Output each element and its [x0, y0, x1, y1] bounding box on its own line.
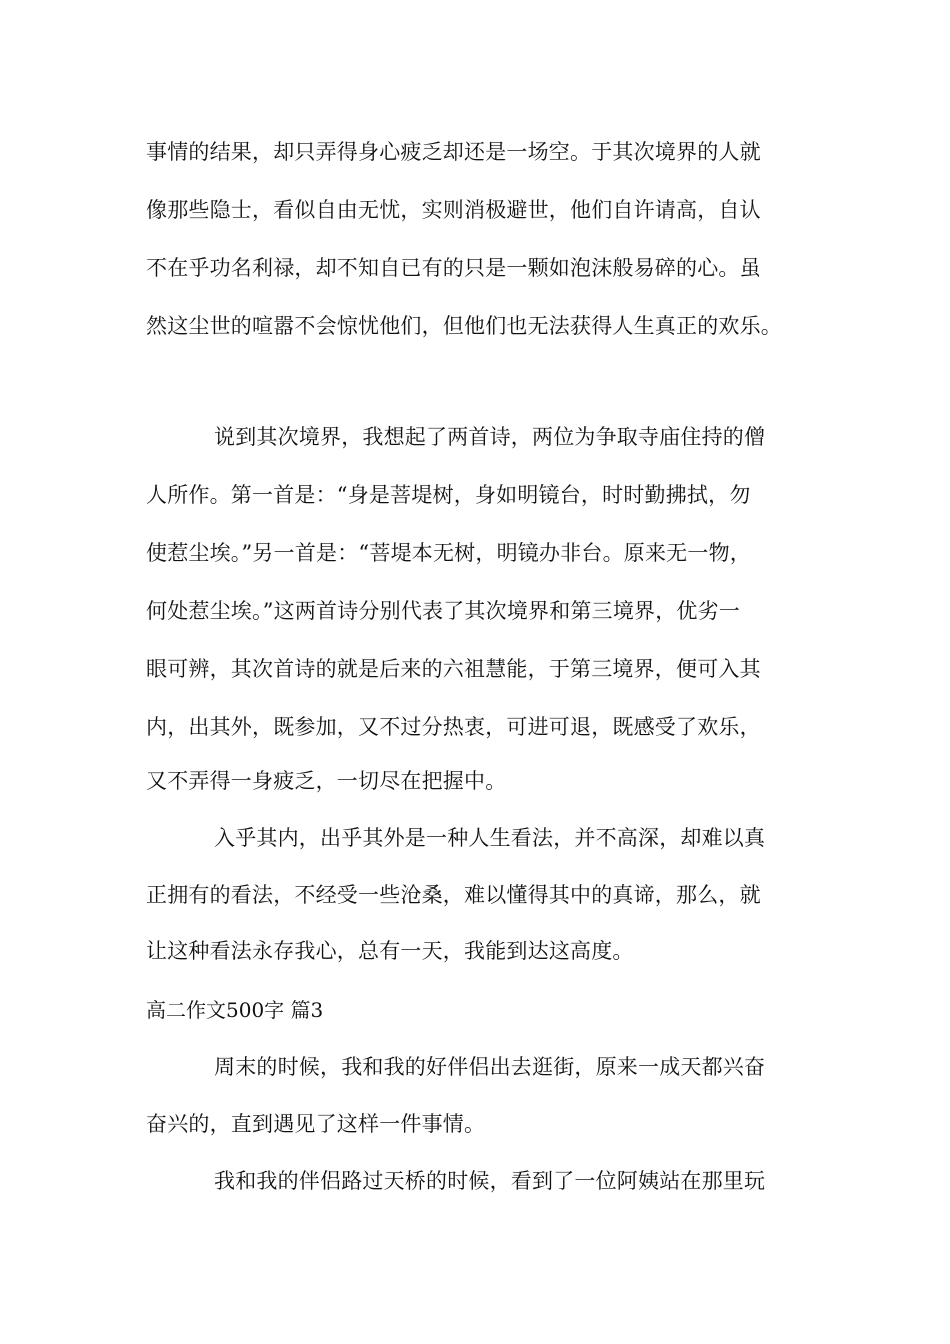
paragraph-5-line-1: 我和我的伴侣路过天桥的时候，看到了一位阿姨站在那里玩	[214, 1169, 766, 1193]
paragraph-3-line-3: 让这种看法永存我心，总有一天，我能到达这高度。	[146, 939, 634, 963]
paragraph-3-line-2: 正拥有的看法，不经受一些沧桑，难以懂得其中的真谛，那么，就	[146, 883, 761, 907]
paragraph-1-line-1: 事情的结果，却只弄得身心疲乏却还是一场空。于其次境界的人就	[146, 140, 761, 164]
paragraph-2-line-2: 人所作。第一首是：“身是菩堤树，身如明镜台，时时勤拂拭，勿	[146, 483, 751, 507]
paragraph-2-line-5: 眼可辨，其次首诗的就是后来的六祖慧能，于第三境界，便可入其	[146, 657, 761, 681]
paragraph-2-line-6: 内，出其外，既参加，又不过分热衷，可进可退，既感受了欢乐，	[146, 715, 761, 739]
paragraph-2-line-7: 又不弄得一身疲乏，一切尽在把握中。	[146, 769, 507, 793]
paragraph-2-line-1: 说到其次境界，我想起了两首诗，两位为争取寺庙住持的僧	[214, 425, 766, 449]
paragraph-2-line-4: 何处惹尘埃。”这两首诗分别代表了其次境界和第三境界，优劣一	[146, 599, 741, 623]
paragraph-4-line-2: 奋兴的，直到遇见了这样一件事情。	[146, 1112, 486, 1136]
paragraph-1-line-3: 不在乎功名利禄，却不知自已有的只是一颗如泡沫般易碎的心。虽	[146, 256, 761, 280]
paragraph-1-line-2: 像那些隐士，看似自由无忧，实则消极避世，他们自许请高，自认	[146, 198, 761, 222]
paragraph-1-line-4: 然这尘世的喧嚣不会惊忧他们，但他们也无法获得人生真正的欢乐。	[146, 314, 782, 338]
paragraph-3-line-1: 入乎其内，出乎其外是一种人生看法，并不高深，却难以真	[214, 826, 766, 850]
section-heading: 高二作文500字 篇3	[146, 998, 324, 1022]
paragraph-4-line-1: 周末的时候，我和我的好伴侣出去逛街，原来一成天都兴奋	[214, 1055, 766, 1079]
paragraph-2-line-3: 使惹尘埃。”另一首是：“菩堤本无树，明镜办非台。原来无一物，	[146, 541, 751, 565]
